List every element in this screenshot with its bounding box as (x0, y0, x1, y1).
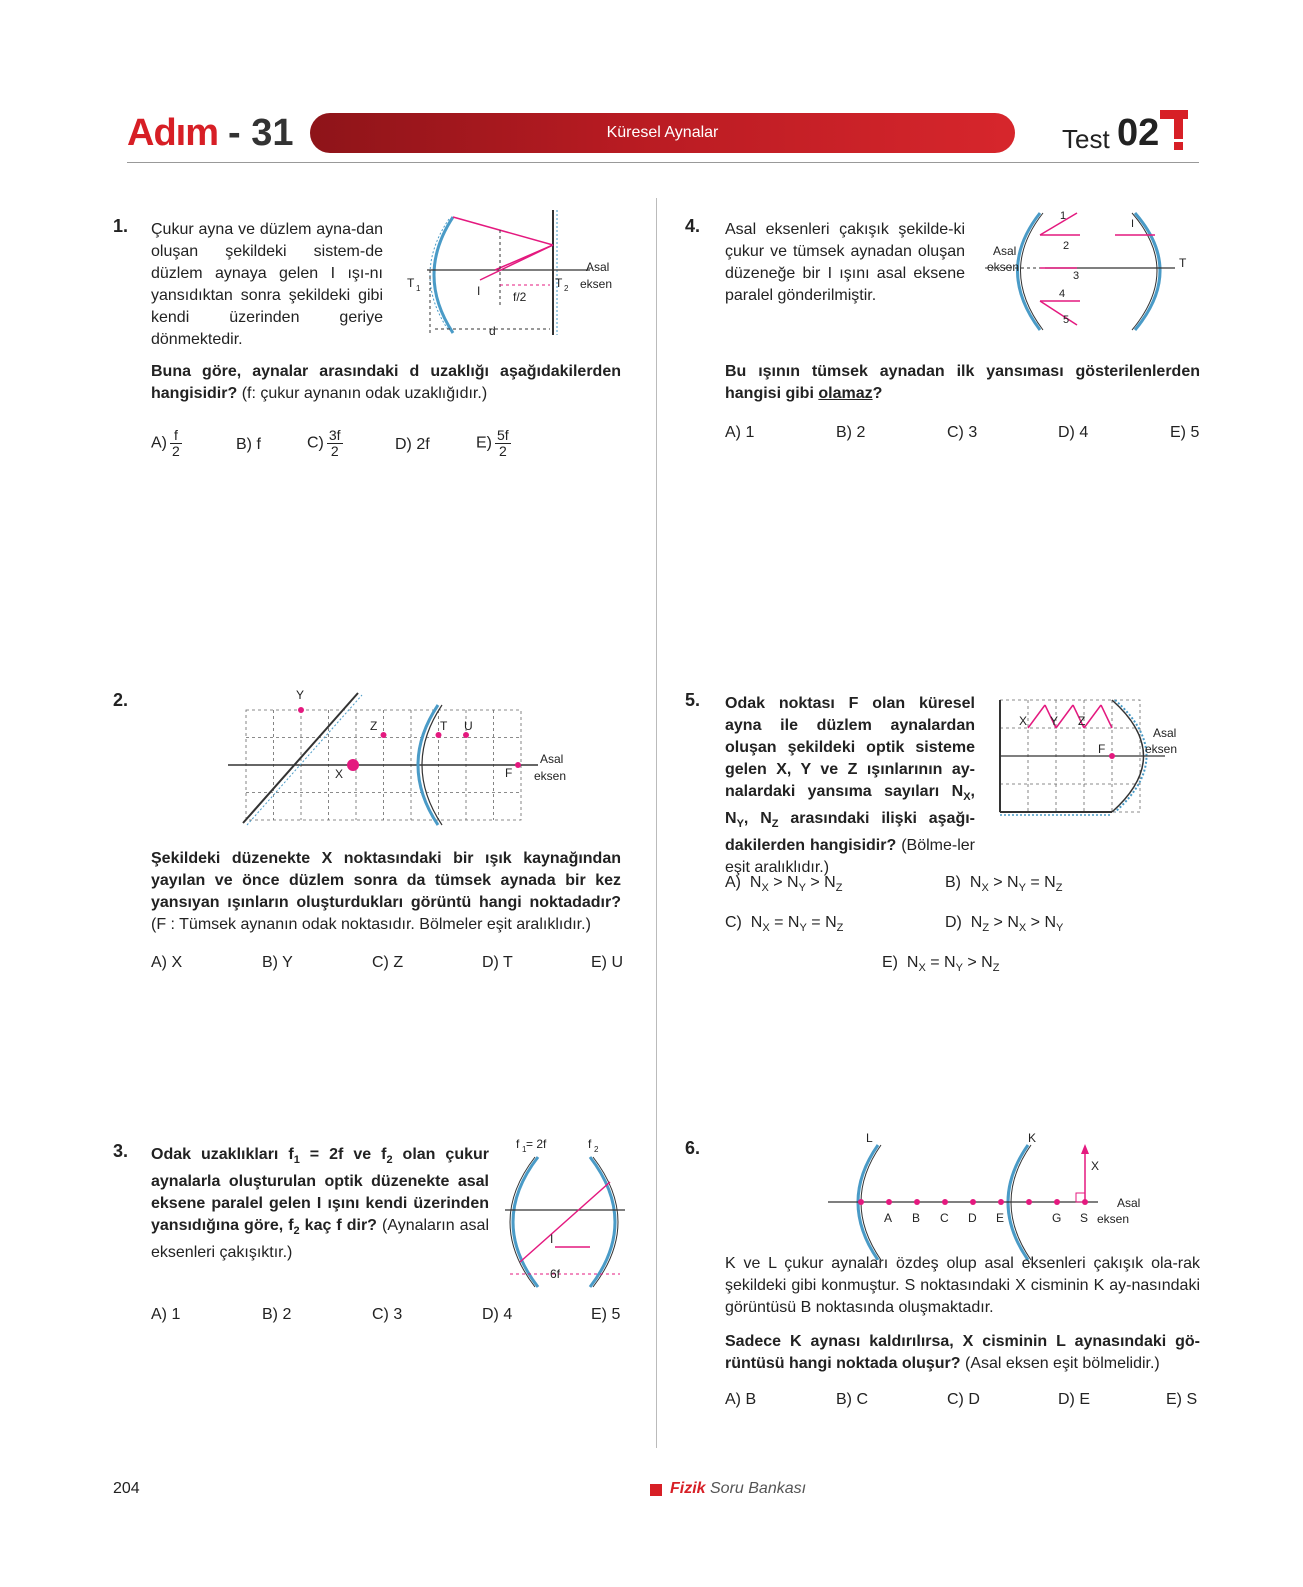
column-divider (656, 198, 657, 1448)
q1-option-c[interactable]: C) $\frac{3f}{2}$ (307, 427, 341, 459)
svg-text:D: D (968, 1211, 977, 1225)
svg-text:G: G (1052, 1211, 1062, 1225)
svg-text:Asal: Asal (1117, 1196, 1141, 1210)
svg-text:Y: Y (1050, 714, 1059, 728)
q5-figure (995, 695, 1205, 820)
svg-text:f: f (516, 1137, 520, 1151)
q6-option-b[interactable]: B) C (836, 1391, 868, 1408)
footer-square-icon (650, 1484, 662, 1496)
brand-logo: Adım (127, 112, 218, 154)
svg-text:T: T (1179, 256, 1187, 270)
svg-text:Asal: Asal (540, 752, 564, 766)
svg-text:1: 1 (1060, 210, 1067, 222)
q2-figure (228, 685, 578, 830)
q4-option-a[interactable]: A) 1 (725, 424, 755, 441)
svg-text:eksen: eksen (580, 277, 613, 291)
q3-option-a[interactable]: A) 1 (151, 1306, 181, 1323)
svg-text:6f: 6f (550, 1267, 561, 1281)
svg-text:A: A (884, 1211, 893, 1225)
q6-option-e[interactable]: E) S (1166, 1391, 1198, 1408)
svg-text:E: E (996, 1211, 1005, 1225)
q5-option-a[interactable]: A) $N_X > N_Y > N_Z$ (725, 874, 843, 895)
q1-number: 1. (113, 216, 129, 236)
svg-text:2: 2 (1063, 240, 1070, 252)
svg-text:T: T (555, 276, 563, 290)
svg-text:2: 2 (594, 1145, 599, 1154)
svg-text:I: I (477, 284, 481, 298)
svg-text:eksen: eksen (1145, 742, 1178, 756)
svg-text:X: X (335, 767, 344, 781)
q2-question: Şekildeki düzenekte X noktasındaki bir ışık kaynağından yayılan ve önce düzlem sonra da tümsek aynada bir kez yansıyan ışınların oluşturdukları görüntü hangi noktadadır? (F : Tümsek aynanın odak noktasıdır. Bölmeler eşit aralıklıdır.) (151, 850, 621, 933)
q6-option-a[interactable]: A) B (725, 1391, 757, 1408)
q6-number: 6. (685, 1138, 701, 1158)
svg-text:T: T (440, 719, 448, 733)
q4-option-b[interactable]: B) 2 (836, 424, 866, 441)
page-number: 204 (113, 1480, 140, 1497)
q2-option-e[interactable]: E) U (591, 954, 623, 971)
svg-text:f/2: f/2 (513, 290, 527, 304)
svg-text:B: B (912, 1211, 921, 1225)
svg-text:Z: Z (370, 719, 378, 733)
svg-text:X: X (1019, 714, 1028, 728)
svg-text:U: U (464, 719, 473, 733)
svg-text:4: 4 (1059, 288, 1066, 300)
q1-text: Çukur ayna ve düzlem ayna-dan oluşan şekildeki sistem-de düzlem aynaya gelen I ışı-nı yansıdıktan sonra şekildeki gibi kendi üzerinden geriye dönmektedir. (151, 221, 383, 348)
q4-option-e[interactable]: E) 5 (1170, 424, 1200, 441)
svg-text:C: C (940, 1211, 949, 1225)
q1-option-a[interactable]: A) $\frac{f}{2}$ (151, 427, 180, 459)
svg-text:F: F (505, 766, 513, 780)
q4-question: Bu ışının tümsek aynadan ilk yansıması gösterilenlerden hangisi gibi olamaz? (725, 363, 1200, 402)
svg-text:F: F (1098, 742, 1106, 756)
svg-text:Z: Z (1078, 714, 1086, 728)
svg-text:eksen: eksen (534, 769, 567, 783)
q1-figure (405, 205, 640, 345)
svg-text:d: d (489, 324, 496, 338)
q5-option-c[interactable]: C) $N_X = N_Y = N_Z$ (725, 914, 844, 935)
q3-text: Odak uzaklıkları $f_1 = 2f$ ve $f_2$ olan çukur aynalarla oluşturulan optik düzenekte asal eksene paralel gelen I ışını kendi üzerinden yansıdığına göre, $f_2$ kaç f dir? (Aynaların asal eksenleri çakışıktır.) (151, 1146, 489, 1262)
q5-number: 5. (685, 690, 701, 710)
q4-number: 4. (685, 216, 701, 236)
q4-text: Asal eksenleri çakışık şekilde-ki çukur ve tümsek aynadan oluşan düzeneğe bir I ışını asal eksene paralel gönderilmiştir. (725, 221, 965, 304)
q1-option-e[interactable]: E) $\frac{5f}{2}$ (476, 427, 509, 459)
q3-figure (500, 1132, 630, 1307)
q5-option-b[interactable]: B) $N_X > N_Y = N_Z$ (945, 874, 1063, 895)
svg-text:= 2f: = 2f (526, 1137, 547, 1151)
svg-text:Asal: Asal (1153, 726, 1177, 740)
svg-text:eksen: eksen (987, 260, 1020, 274)
q3-option-c[interactable]: C) 3 (372, 1306, 403, 1323)
q1-label-t1: T (407, 276, 415, 290)
svg-text:3: 3 (1073, 270, 1080, 282)
q2-option-d[interactable]: D) T (482, 954, 513, 971)
q6-text: K ve L çukur aynaları özdeş olup asal eksenleri çakışık ola-rak şekildeki gibi konmuştur. S noktasındaki X cisminin K ay-nasındaki görüntüsü B noktasında oluşmaktadır. (725, 1255, 1200, 1316)
q2-option-c[interactable]: C) Z (372, 954, 404, 971)
q3-option-d[interactable]: D) 4 (482, 1306, 513, 1323)
test-logo-icon (1160, 110, 1188, 152)
svg-text:I: I (550, 1232, 554, 1246)
q2-option-b[interactable]: B) Y (262, 954, 293, 971)
q6-question: Sadece K aynası kaldırılırsa, X cisminin L aynasındaki gö-rüntüsü hangi noktada oluşur? (Asal eksen eşit bölmelidir.) (725, 1333, 1200, 1372)
svg-text:Asal: Asal (993, 244, 1017, 258)
q1-question: Buna göre, aynalar arasındaki d uzaklığı aşağıdakilerden hangisidir? (f: çukur aynanın odak uzaklığıdır.) (151, 363, 621, 402)
test-number: 02 (1117, 112, 1160, 154)
footer-book-title: Fizik Soru Bankası (670, 1480, 807, 1497)
q6-option-d[interactable]: D) E (1058, 1391, 1090, 1408)
q4-figure (985, 205, 1200, 340)
q6-option-c[interactable]: C) D (947, 1391, 980, 1408)
svg-text:X: X (1091, 1159, 1100, 1173)
svg-text:2: 2 (564, 284, 569, 293)
q5-option-e[interactable]: E) $N_X = N_Y > N_Z$ (882, 954, 1000, 975)
q1-option-b[interactable]: B) f (236, 436, 261, 453)
svg-text:eksen: eksen (1097, 1212, 1130, 1226)
q3-number: 3. (113, 1141, 129, 1161)
q5-text: Odak noktası F olan küresel ayna ile düzlem aynalardan oluşan şekildeki optik sisteme gelen X, Y ve Z ışınlarının ay-nalardaki yansıma sayıları $N_X$, $N_Y$, $N_Z$ arasındaki ilişki aşağı-dakilerden hangisidir? (Bölme-ler eşit aralıklıdır.) (725, 695, 975, 877)
svg-text:Y: Y (296, 688, 305, 702)
step-number: - 31 (228, 112, 294, 154)
q2-option-a[interactable]: A) X (151, 954, 183, 971)
topic-banner: Küresel Aynalar (310, 113, 1015, 153)
svg-text:5: 5 (1063, 314, 1070, 326)
q5-option-d[interactable]: D) $N_Z > N_X > N_Y$ (945, 914, 1064, 935)
q3-option-e[interactable]: E) 5 (591, 1306, 621, 1323)
test-label: Test (1062, 124, 1110, 154)
q4-option-d[interactable]: D) 4 (1058, 424, 1089, 441)
svg-text:Asal: Asal (586, 260, 610, 274)
svg-text:I: I (1131, 218, 1135, 230)
svg-text:K: K (1028, 1131, 1037, 1145)
header-divider (127, 162, 1199, 163)
q3-option-b[interactable]: B) 2 (262, 1306, 292, 1323)
q1-option-d[interactable]: D) 2f (395, 436, 430, 453)
q6-figure (828, 1130, 1158, 1260)
svg-text:S: S (1080, 1211, 1089, 1225)
q2-number: 2. (113, 690, 129, 710)
svg-text:1: 1 (416, 284, 421, 293)
svg-text:L: L (866, 1131, 873, 1145)
svg-text:f: f (588, 1137, 592, 1151)
q4-option-c[interactable]: C) 3 (947, 424, 978, 441)
svg-text:1: 1 (522, 1145, 527, 1154)
